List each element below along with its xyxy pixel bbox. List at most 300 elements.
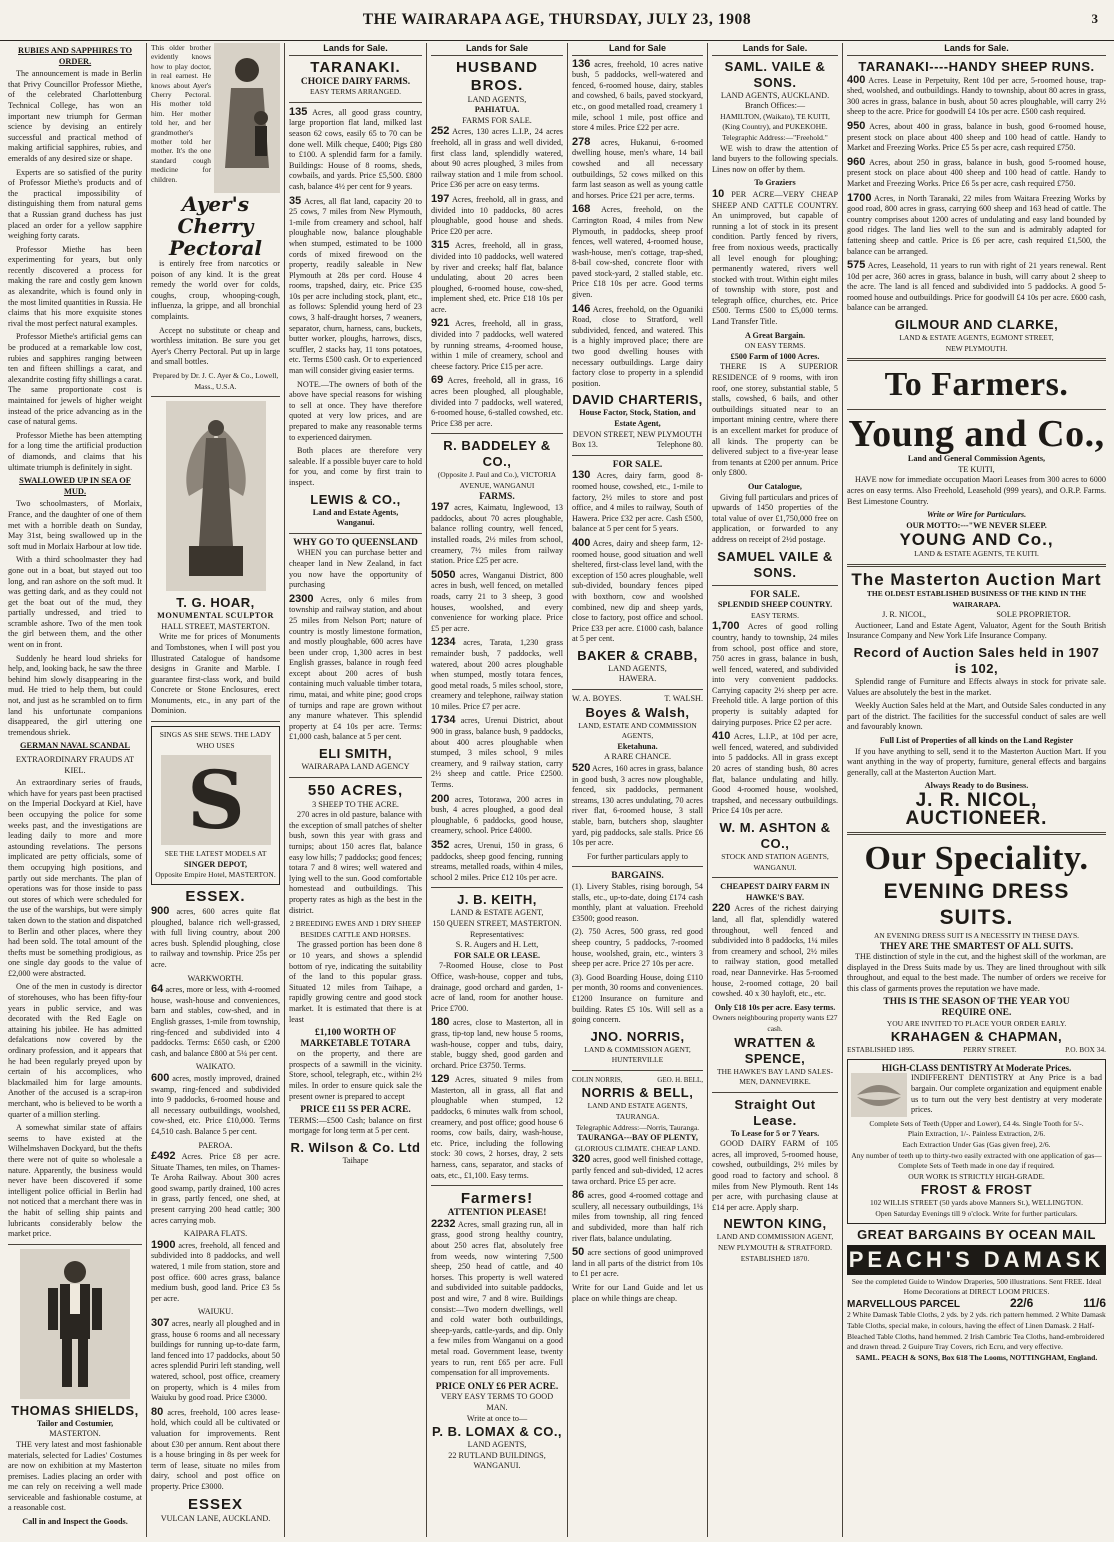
lomax-address: 22 RUTLAND BUILDINGS, WANGANUI. bbox=[448, 1450, 546, 1471]
lot-text: acres, freehold, all fenced and subdivided into 8 paddocks, and well watered, 1 mile from station, store and post office. 600 acres grass, balance medium bush, good land. Price £3 5s per acre. bbox=[151, 1240, 280, 1303]
singer-depot: SINGER DEPOT, bbox=[183, 859, 248, 869]
lot-number: 600 bbox=[151, 1071, 170, 1084]
land-lot bbox=[572, 538, 703, 645]
land-lot bbox=[572, 1247, 703, 1280]
keith-rep-names: S. R. Augers and H. Lett, bbox=[455, 940, 539, 950]
lot-text: Acres, about 250 in grass, balance in bush, good 5-roomed house, present stock on place about 400 sheep and 100 head of cattle. Handy to Market and Freezing Works. Price £6 5s per acre, cash required £750. bbox=[847, 157, 1106, 188]
invited: YOU ARE INVITED TO PLACE YOUR ORDER EARLY. bbox=[886, 1018, 1067, 1028]
pahi-text: The grassed portion has been done 8 or 10 years, and shows a splendid bottom of rye, indicating the suitability of the land to this popular grass. Situated 12 miles from Taihape, a rapidly growing centre and good stock market. It is estimated that there is at least bbox=[289, 940, 422, 1024]
evening-dress-suits: EVENING DRESS SUITS. bbox=[883, 879, 1070, 929]
lot-text: acres, good well finished cottage, partly fenced and sub-divided, 12 acres tawa orchard. Price £5 per acre. bbox=[572, 1155, 703, 1186]
bargains-title: BARGAINS. bbox=[611, 871, 664, 882]
lot-text: Acres, Leasehold, 11 years to run with right of 21 years renewal. Rent 10d per acre, 360 acres in grass, balance in bush, will carry about 2 sheep to the acre. The land is all fenced and subdivided into 5 paddocks. A good 5-roomed house and outbuildings. Price for goodwill £4 10s per acre. £600 cash, balance can be arranged. bbox=[847, 261, 1106, 313]
place-heading: KAIPARA FLATS. bbox=[183, 1229, 248, 1239]
divider bbox=[151, 721, 280, 722]
divider bbox=[8, 1244, 142, 1245]
husband-name: HUSBAND BROS. bbox=[456, 58, 538, 94]
dentistry-sets: Complete Sets of Teeth (Upper and Lower), £4 4s. Single Tooth for 5/-. bbox=[869, 1118, 1084, 1128]
lot-number: 136 bbox=[572, 57, 591, 70]
charteris-box: Box 13. bbox=[572, 440, 598, 450]
lot-number: 1700 bbox=[847, 191, 872, 204]
lot-text: acres, Kaimatu, Inglewood, 13 paddocks, about 70 acres ploughable, balance rolling country, well fenced, installed roads, 2½ miles from school, creamery, 7½ miles from railway station. Price £25 per acre. bbox=[431, 503, 564, 566]
for-sale: FOR SALE. bbox=[612, 459, 663, 470]
article-paragraph: Two schoolmasters, of Morlaix, France, and the daughter of one of them met with a horrible death on Sunday, May 31st, being swallowed up in the soft mud in Morlaix Harbour at low tide. bbox=[8, 499, 142, 551]
only-note: Owners neighbouring property wants £27 cash. bbox=[712, 1013, 838, 1033]
headline-rubies: RUBIES AND SAPPHIRES TO ORDER. bbox=[18, 46, 132, 66]
land-lot bbox=[572, 304, 703, 390]
lot-text: Acres, small grazing run, all in grass, good strong healthy country, about 250 acres flat, absolutely free from weeds, now wintering 7,500 sheep, 250 head of cattle, and 40 horses. This property is well watered and subdivided into suitable paddocks, post and wire, 7 and 8 wire. Buildings consist:—Two modern dwellings, well and cold water both outbuildings, sheep-yards, cattle-yards, and dip. Only a few miles from Wanganui on a good metal road. Government lease, twenty years to run, rent £65 per acre. Full compensation for all improvements. bbox=[431, 1219, 563, 1378]
divider bbox=[572, 1070, 703, 1071]
lot-text: Acres, freehold, all in grass, divided into 10 paddocks, well watered by river and creeks; half flat, balance undulating, about 20 acres been ploughed, 6-roomed house, cow-shed, implement shed, etc. Price £18 10s per acre. bbox=[431, 241, 563, 314]
choice-dairy: CHOICE DAIRY FARMS. bbox=[300, 76, 411, 87]
newton-king: NEWTON KING, bbox=[723, 1216, 827, 1232]
land-lot bbox=[847, 157, 1106, 190]
lot-number: 2232 bbox=[431, 1217, 456, 1230]
lot-text: acres, Wanganui District, 800 acres in bush, well fenced, on metalled roads, carry 21 to 3 sheep, 3 good houses, woolshed, and every convenience for working place. Price £5 per acre. bbox=[431, 570, 563, 633]
divider bbox=[572, 455, 703, 456]
king-established: ESTABLISHED 1870. bbox=[740, 1253, 810, 1263]
acres-550: 550 ACRES, bbox=[307, 781, 404, 799]
divider bbox=[847, 358, 1106, 361]
peach-items: 2 White Damask Table Cloths, 2 yds. by 2 yds. rich pattern hemmed. 2 White Damask Table Cloths, special make, in colours, having the effect of Linen Damask. 2 Half-Bleached Table Cloths, hand hemmed. 2 Irish Cambric Tea Cloths, hand-embroidered and drawn thread. 2 Guipure Tray Covers, rich Ecru, and very effective. bbox=[847, 1310, 1106, 1352]
charteris-sub: House Factor, Stock, Station, and Estate Agent, bbox=[579, 408, 696, 428]
lot-text: acre sections of good unimproved land in all parts of the district from 10s to £1 per acre. bbox=[572, 1248, 703, 1279]
lot-text: Acres, freehold, all in grass, divided into 7 paddocks, well watered by running streams, 4-roomed house, within 1 mile of creamery, school and cheese factory. Price £15 per acre. bbox=[431, 319, 563, 371]
breeding-ewes: 2 BREEDING EWES AND 1 DRY SHEEP BESIDES CATTLE AND HORSES. bbox=[290, 919, 421, 939]
vaile-name: SAML. VAILE & SONS. bbox=[724, 58, 826, 90]
vaile-sub: LAND AGENTS, AUCKLAND. bbox=[720, 90, 830, 100]
land-lot bbox=[431, 318, 563, 372]
lewis-town: Wanganui. bbox=[336, 518, 375, 528]
baker-town: HAWERA. bbox=[618, 674, 657, 684]
gilmour-town: NEW PLYMOUTH. bbox=[945, 343, 1008, 353]
baddeley-farms: FARMS. bbox=[479, 491, 515, 502]
land-lot bbox=[572, 204, 703, 300]
dentistry-gas: Each Extraction Under Gas (Gas given free), 2/6. bbox=[902, 1140, 1051, 1149]
lot-number: 10 bbox=[712, 187, 725, 200]
lot-number: 200 bbox=[431, 792, 450, 805]
bargain-text: THERE IS A SUPERIOR RESIDENCE of 9 rooms, with iron roof, one storey, substantial stable, 5 stalls, cowshed, 6 bails, and other outbuildings situated near to an important mining centre, where there is an excellent market for produce of all kinds. The property can be delivered subject to a five-year lease from tenants at £200 per annum. Price only £800. bbox=[712, 362, 838, 478]
land-lot bbox=[847, 193, 1106, 258]
farmers-title: Farmers! bbox=[460, 1190, 534, 1208]
angel-statue-icon bbox=[171, 406, 261, 586]
essex-lot bbox=[151, 1151, 280, 1226]
lot-text: Acres, 160 acres in grass, balance in good bush, 3 acres now ploughable, fenced, six paddocks, permanent streams, 130 acres undulating, 70 acres river flat, 6-roomed house, 3 stall stable, barn, butchers shop, slaughter yard, pig paddocks, sale stalls. Price £6 10s per acre. bbox=[572, 764, 703, 848]
attention: ATTENTION PLEASE! bbox=[447, 1208, 547, 1219]
to-farmers: To Farmers. bbox=[884, 366, 1069, 404]
marvellous-price: 22/6 bbox=[1009, 1295, 1034, 1310]
sewing-machine-icon bbox=[166, 758, 266, 842]
easy-terms: EASY TERMS. bbox=[751, 610, 799, 620]
ayer-title: Ayer's Cherry Pectoral bbox=[168, 192, 263, 260]
teeth-illustration bbox=[851, 1073, 907, 1117]
lot-number: 35 bbox=[289, 194, 302, 207]
mart-text: Auctioneer, Land and Estate Agent, Valuator, Agent for the South British Insurance Company and New York Life Insurance Company. bbox=[847, 620, 1106, 641]
ayer-illustration bbox=[214, 43, 280, 193]
article-paragraph: Suddenly he heard loud shrieks for help, and, looking back, he saw the three behind him slowly disappearing in the mud. He tried to help them, but could not, and just as he scrambled on to firm land his unfortunate companions disappeared, the girl uttering one tremendous shriek. bbox=[8, 653, 142, 737]
frost-address: 102 WILLIS STREET (50 yards above Manners St.), WELLINGTON. bbox=[870, 1198, 1083, 1208]
norris-sub: LAND AND ESTATE AGENTS, TAURANGA. bbox=[587, 1101, 688, 1122]
land-lot bbox=[431, 240, 563, 315]
land-lot bbox=[431, 637, 563, 712]
baker-sub: LAND AGENTS, bbox=[608, 663, 667, 673]
column-lands-taranaki bbox=[284, 43, 426, 1537]
lot-number: 130 bbox=[572, 469, 591, 482]
partner-name: W. A. BOYES. bbox=[572, 694, 622, 704]
lot-number: 129 bbox=[431, 1073, 450, 1086]
young-town: TE KUITI, bbox=[958, 464, 995, 474]
krahagen-street: PERRY STREET. bbox=[963, 1045, 1017, 1055]
lot-number: 400 bbox=[572, 536, 591, 549]
headline-swallowed: SWALLOWED UP IN SEA OF MUD. bbox=[19, 476, 131, 496]
boyes-town: Eketahuna. bbox=[617, 741, 658, 751]
ayer-text: Accept no substitute or cheap and worthless imitation. Be sure you get Ayer's Cherry Pectoral. Put up in large and small bottles. bbox=[151, 325, 280, 367]
lomax-sub: LAND AGENTS, bbox=[467, 1440, 527, 1450]
evening-sub: AN EVENING DRESS SUIT IS A NECESSITY IN THESE DAYS. bbox=[873, 930, 1080, 940]
lot-number: 921 bbox=[431, 317, 450, 330]
land-lot bbox=[431, 570, 563, 635]
divider bbox=[712, 877, 838, 878]
tauranga: TAURANGA---BAY OF PLENTY, bbox=[577, 1133, 698, 1143]
article-paragraph: The announcement is made in Berlin that Privy Councillor Professor Miethe, of the celebrated Charlottenburg Technical College, has won an important new triumph for German science by devising an entirely successful and practical method of making artificial sapphires, rubies, and emeralds of any desired size or shape. bbox=[8, 69, 142, 163]
smartest: THEY ARE THE SMARTEST OF ALL SUITS. bbox=[879, 941, 1074, 952]
ocean-mail: GREAT BARGAINS BY OCEAN MAIL bbox=[857, 1226, 1096, 1242]
wilson-town: Taihape bbox=[342, 1156, 369, 1166]
essex-footer: ESSEX bbox=[187, 1495, 244, 1513]
keith-name: J. B. KEITH, bbox=[457, 892, 537, 908]
easy-terms: VERY EASY TERMS TO GOOD MAN. bbox=[440, 1392, 554, 1412]
queensland-text: WHEN you can purchase better and cheaper land in New Zealand, in fact you now have the opportunity of purchasing bbox=[289, 548, 422, 590]
norris-bell: NORRIS & BELL, bbox=[581, 1085, 694, 1101]
baddeley-name: R. BADDELEY & CO., bbox=[443, 438, 551, 470]
lot-text: acres, more or less, with 4-roomed house, wash-house and conveniences, barn and stables, cow-shed, and in English grasses, 1-mile from township, ring-fenced and subdivided into 4 paddocks. Terms: £650 cash, or £200 cash, and balance £800 at 5¼ per cent. bbox=[151, 985, 280, 1058]
norris-telegraphic: Telegraphic Address:—Norris, Tauranga. bbox=[575, 1122, 700, 1132]
marvellous-half: 11/6 bbox=[1083, 1295, 1106, 1310]
place-heading: PAEROA. bbox=[198, 1140, 233, 1150]
mart-register: Full List of Properties of all kinds on the Land Register bbox=[879, 735, 1074, 745]
partner-name: COLIN NORRIS, bbox=[572, 1075, 623, 1084]
article-paragraph: Professor Miethe has been experimenting for years, but only recently discovered a process for making the rare and costly gem known as alexandrite, which is found only in the most limited quantities in Russia. He claims that his more exquisite stones rival the most perfect natural examples. bbox=[8, 244, 142, 328]
hoar-name: T. G. HOAR, bbox=[176, 595, 255, 611]
lot-text: Acres. Price £8 per acre. Situate Thames, ten miles, on Thames-Te Aroha Railway. About 300 acres good swamp, partly drained, 100 acres in grass, partly fenced, one shed, at present carrying 200 head cattle; 300 acres carrying mob. bbox=[151, 1152, 280, 1225]
husband-town: PAHIATUA. bbox=[474, 105, 520, 115]
essex-lot bbox=[151, 1318, 280, 1404]
divider bbox=[572, 866, 703, 867]
mart-proprietor bbox=[847, 610, 1106, 621]
masthead bbox=[0, 0, 1114, 41]
peach-damask-banner: PEACH'S DAMASK bbox=[847, 1245, 1106, 1275]
lot-number: 320 bbox=[572, 1153, 591, 1166]
norris-partners bbox=[572, 1075, 703, 1086]
tailor-trade: Tailor and Costumier, bbox=[36, 1418, 114, 1428]
acres-550-text: 270 acres in old pasture, balance with the exception of small patches of shelter bush, sown this year with grass and turnips; about 150 acres flat, balance easy low hills; 7 paddocks; good fences; totara 7 and 8 wires; well watered and lying well to the sun. Good comfortable homestead and outbuildings. This property rates as high as the best in the district. bbox=[289, 810, 422, 915]
land-lot bbox=[431, 1219, 563, 1379]
land-lot bbox=[431, 502, 563, 567]
catalogue: Our Catalogue, bbox=[748, 481, 802, 491]
note-text: NOTE.—The owners of both of the above have special reasons for wishing to sell at once. They have therefore quoted at very low prices, and are prepared to make any reasonable terms to experienced dairymen. bbox=[289, 379, 422, 442]
ashton-town: WANGANUI. bbox=[753, 862, 797, 872]
peach-address: SAML. PEACH & SONS, Box 618 The Looms, NOTTINGHAM, England. bbox=[855, 1352, 1098, 1362]
essex-lot bbox=[151, 1073, 280, 1138]
dentistry-title: HIGH-CLASS DENTISTRY At Moderate Prices. bbox=[881, 1062, 1072, 1073]
charteris-address: DEVON STREET, NEW PLYMOUTH bbox=[572, 429, 703, 439]
ayer-maker: Prepared by Dr. J. C. Ayer & Co., Lowell, Mass., U.S.A. bbox=[152, 370, 279, 391]
lot-text: acres, Tarata, 1,230 grass remainder bush, 7 paddocks, well watered, about 200 acres ploughable when stumped, mostly totara fences, good metal roads, 5 miles school, store, creamery and telephone, railway station 10 miles. Price £7 per acre. bbox=[431, 638, 564, 711]
land-lot bbox=[572, 470, 703, 535]
for-sale: FOR SALE. bbox=[750, 589, 800, 600]
divider bbox=[431, 1185, 563, 1186]
singer-top: SINGS AS SHE SEWS. THE LADY WHO USES bbox=[159, 730, 272, 750]
divider bbox=[151, 396, 280, 397]
lot-number: 278 bbox=[572, 135, 591, 148]
svg-text:S: S bbox=[186, 758, 245, 843]
land-lot bbox=[431, 715, 563, 790]
lot-text: Acres, freehold, on the Carrington Road, 4 miles from New Plymouth, in paddocks, sheep proof fences, well watered, 4-roomed house, wash-house, men's cottage, trap-shed, 8-bail cow-shed, concrete floor with paved stock-yard, 2 stalled stable, etc. Price £18 10s per acre. Good terms given. bbox=[572, 205, 703, 300]
great-bargain: A Great Bargain. bbox=[744, 330, 806, 340]
land-lot bbox=[431, 194, 563, 237]
lot-text: Acres, L.I.P., at 10d per acre, well fenced, watered, and subdivided into 5 paddocks. All in grass except 20 acres of standing bush, 80 acres flat, balance undulating and hilly. Good 4-roomed house, woolshed, trapshed, and necessary outbuildings. Price £4 10s per acre. bbox=[712, 732, 838, 816]
lot-text: acres, freehold, 100 acres lease-hold, which could all be cultivated or valuation for improvements. Rent about £30 per annum. Rent about there is a house bringing in 8s per week for term of lease, situate no miles from dairy, school and post office on property. Price £3000. bbox=[151, 1407, 280, 1491]
lot-text: acres, good 4-roomed cottage and scullery, all necessary outbuildings, 1¼ miles from township, all ring fenced and subdivided, more than half rich river flats, balance undulating. bbox=[572, 1191, 704, 1243]
land-lot bbox=[431, 840, 563, 883]
ashton-sub: STOCK AND STATION AGENTS, bbox=[721, 852, 829, 861]
lot-number: 307 bbox=[151, 1317, 170, 1329]
lot-number: 146 bbox=[572, 302, 591, 315]
mart-record: Record of Auction Sales held in 1907 is 102, bbox=[853, 644, 1100, 676]
column-lands-newplymouth bbox=[567, 43, 707, 1537]
dentistry-extraction: Plain Extraction, 1/-. Painless Extraction, 2/6. bbox=[907, 1129, 1046, 1139]
keith-rep: Representatives: bbox=[469, 929, 525, 939]
lot-number: 64 bbox=[151, 983, 164, 996]
divider bbox=[431, 433, 563, 434]
eli-sub: WAIRARAPA LAND AGENCY bbox=[301, 762, 410, 772]
lewis-name: LEWIS & CO., bbox=[310, 491, 401, 507]
jno-town: HUNTERVILLE bbox=[611, 1055, 664, 1065]
marvellous-row bbox=[847, 1295, 1106, 1311]
divider bbox=[572, 689, 703, 690]
lot-number: 86 bbox=[572, 1189, 585, 1202]
place-heading: WAIKATO. bbox=[195, 1062, 236, 1072]
further-particulars: For further particulars apply to bbox=[587, 851, 688, 861]
column-lands-vaile bbox=[707, 43, 842, 1537]
lot-text: Acres, freehold, all in grass, 16 acres been ploughed, all ploughable, divided into 7 paddocks, well watered, 6-roomed house, 6-stalled cowshed, etc. Price £38 per acre. bbox=[431, 376, 563, 428]
lot-number: 5050 bbox=[431, 568, 456, 581]
bargain-item: (3). Good Boarding House, doing £110 per month, 30 rooms and conveniences. £1200 Insurance on furniture and building. Rates £5 10s. Will sell as a going concern. bbox=[572, 972, 703, 1025]
tailor-cta: Call in and Inspect the Goods. bbox=[22, 1517, 128, 1527]
divider bbox=[847, 832, 1106, 835]
lot-number: 69 bbox=[431, 374, 444, 387]
easy-terms: EASY TERMS ARRANGED. bbox=[309, 87, 402, 97]
lot-number: 197 bbox=[431, 501, 450, 514]
mart-sub: THE OLDEST ESTABLISHED BUSINESS OF THE KIND IN THE WAIRARAPA. bbox=[866, 589, 1087, 609]
divider bbox=[289, 102, 422, 103]
column-news bbox=[4, 43, 146, 1537]
young-co-2: YOUNG AND Co., bbox=[899, 530, 1054, 550]
wratten-sub: THE HAWKE'S BAY LAND SALES-MEN, DANNEVIRKE. bbox=[716, 1066, 834, 1087]
ayer-text: is entirely free from narcotics or poison of any kind. It is the great remedy the world over for colds, coughs, croup, whooping-cough, influenza, la grippe, and all bronchial complaints. bbox=[151, 259, 280, 321]
land-lot bbox=[289, 107, 422, 193]
catalogue-text: Giving full particulars and prices of upwards of 1450 properties of the total value of over £1,750,000 free on application, or forwarded to any address on receipt of 2½d postage. bbox=[712, 492, 838, 544]
our-speciality: Our Speciality. bbox=[864, 839, 1089, 877]
frost-frost: FROST & FROST bbox=[920, 1182, 1033, 1198]
straight-sub: To Lease for 5 or 7 Years. bbox=[730, 1128, 820, 1138]
hoar-address: HALL STREET, MASTERTON. bbox=[161, 621, 270, 631]
lot-number: 252 bbox=[431, 125, 450, 138]
lot-text: acres, freehold, 10 acres native bush, 5 paddocks, well-watered and fenced, 6-roomed house, dairy, stables and cowshed, 6 bails, paved stockyard, etc., on good metalled road, creamery 1 mile, school 1 mile, post office and store 4 miles. Price £22 per acre. bbox=[572, 59, 703, 133]
lot-text: acres, 600 acres quite flat ploughed, balance rich well-grassed, with full living country, about 200 acres bush. Splendid ploughing, close to railway and township. Price 25s per acre. bbox=[151, 907, 280, 969]
land-lot bbox=[712, 621, 838, 728]
boyes-sub: LAND, ESTATE AND COMMISSION AGENTS, bbox=[578, 720, 697, 741]
dentistry-body bbox=[851, 1073, 1102, 1118]
marvellous-parcel: MARVELLOUS PARCEL bbox=[847, 1298, 960, 1310]
gilmour-clarke: GILMOUR AND CLARKE, bbox=[894, 317, 1059, 333]
land-lot bbox=[712, 903, 838, 999]
dentures-icon bbox=[853, 1075, 905, 1115]
lot-text: acres, Urenui, 150 in grass, 6 paddocks, sheep good fencing, running streams, metalled roads, within 4 miles, school 2 miles. Price £12 10s per acre. bbox=[431, 841, 564, 882]
lot-text: Acres, about 400 in grass, balance in bush, good 6-roomed house, present stock on place about 400 sheep and 100 head of cattle. Handy to Market and Freezing Works. Price £5 5s per acre, cash required £750. bbox=[847, 121, 1106, 153]
proprietor-role: SOLE PROPRIETOR. bbox=[996, 610, 1071, 620]
krahagen-details bbox=[847, 1045, 1106, 1056]
subheadline-naval: EXTRAORDINARY FRAUDS AT KIEL. bbox=[15, 755, 135, 775]
gentleman-figure-icon bbox=[30, 1254, 120, 1394]
lot-number: 1734 bbox=[431, 714, 456, 727]
price-per-acre: PRICE £11 5S PER ACRE. bbox=[300, 1105, 411, 1116]
column-header: Lands for Sale bbox=[431, 43, 563, 56]
husband-sub: LAND AGENTS, bbox=[467, 94, 527, 104]
column-header: Lands for Sale. bbox=[712, 43, 838, 56]
essex-lot bbox=[151, 906, 280, 971]
cheapest-farm: CHEAPEST DAIRY FARM IN HAWKE'S BAY. bbox=[720, 882, 830, 902]
land-lot bbox=[289, 594, 422, 743]
mart-always: Always Ready to do Business. bbox=[924, 781, 1029, 791]
land-lot bbox=[431, 794, 563, 837]
lot-number: 168 bbox=[572, 203, 591, 216]
king-sub: LAND AND COMMISSION AGENT, bbox=[716, 1232, 834, 1242]
require-one: REQUIRE ONE. bbox=[941, 1008, 1012, 1019]
essex-lot bbox=[151, 1407, 280, 1493]
dentistry-note: Any number of teeth up to thirty-two easily extracted with one application of gas—Complete Sets of Teeth made in one day if required. bbox=[851, 1150, 1102, 1171]
divider bbox=[712, 1092, 838, 1093]
article-paragraph: Experts are so satisfied of the purity of Professor Miethe's products and of the practical impossibility of distinguishing them from natural gems that a Russian grand duchess has just placed an order for a yellow sapphire weighing forty carats. bbox=[8, 167, 142, 241]
land-guide: Write for our Land Guide and let us place on while things are cheap. bbox=[572, 1282, 703, 1303]
column-wide-ads bbox=[842, 43, 1110, 1537]
column-header: Land for Sale bbox=[572, 43, 703, 56]
singer-bottom: SEE THE LATEST MODELS AT bbox=[164, 849, 267, 859]
essex-lot bbox=[151, 984, 280, 1059]
mart-text: Splendid range of Furniture and Effects always in stock for private sale. Values are absolutely the best in the market. bbox=[847, 676, 1106, 697]
page-number: 3 bbox=[1091, 11, 1098, 26]
essex-lot bbox=[151, 1240, 280, 1305]
article-paragraph: A somewhat similar state of affairs seems to have existed at the Wilhelmshaven Dockyard, but the thefts there were not of quite so wholesale a nature. Apparently, the business would never have been discovered if some intelligent police official in Berlin had not noticed that a merchant there was in the habit of selling ship paints and lubricants considerably below the market price. bbox=[8, 1123, 142, 1239]
land-lot bbox=[847, 75, 1106, 118]
tailor-illustration bbox=[20, 1249, 130, 1399]
lot-number: 352 bbox=[431, 839, 450, 851]
lot-text: Acres, situated 9 miles from Masterton, all in grass, all flat and ploughable when stumped, 12 paddocks, 6 minutes walk from school, creamery, and post office; good house 6 rooms, cow bails, dairy, wash-house, etc. Price, including the following stock: 30 cows, 2 horses, dray, 2 sets harness, cans, separator, and stacks of oats, etc., £1,100. Easy terms. bbox=[431, 1075, 563, 1180]
ashton-name: W. M. ASHTON & CO., bbox=[719, 820, 831, 851]
land-lot bbox=[572, 1154, 703, 1187]
lot-text: Acres, in North Taranaki, 22 miles from Waitara Freezing Works by good road, 800 acres in grass, carrying 600 sheep and 163 head of cattle. The country comprises about 1200 acres of undulating and easy land bounded by good ridges. The land lies well to the sun and is admirably adapted for fattening sheep and cattle. Price is £6 per acre, cash required £1,500, the balance can be arranged. bbox=[847, 193, 1106, 256]
lot-number: 50 bbox=[572, 1246, 585, 1259]
jno-norris: JNO. NORRIS, bbox=[590, 1028, 685, 1044]
land-lot bbox=[572, 59, 703, 134]
gilmour-sub: LAND & ESTATE AGENTS, EGMONT STREET, bbox=[899, 333, 1054, 343]
krahagen: KRAHAGEN & CHAPMAN, bbox=[890, 1029, 1063, 1045]
frost-open: Open Saturday Evenings till 9 o'clock. Write for further particulars. bbox=[875, 1208, 1078, 1218]
krahagen-established: ESTABLISHED 1895. bbox=[847, 1045, 915, 1055]
place-heading: WARKWORTH. bbox=[187, 973, 244, 983]
bargain-head: £500 Farm of 1000 Acres. bbox=[730, 351, 820, 361]
rare-chance: A RARE CHANCE. bbox=[603, 752, 672, 762]
divider bbox=[847, 564, 1106, 567]
wratten-spence: WRATTEN & SPENCE, bbox=[734, 1034, 816, 1066]
divider bbox=[712, 585, 838, 586]
young-sub: Land and General Commission Agents, bbox=[907, 454, 1046, 464]
lot-number: 575 bbox=[847, 259, 866, 272]
land-lot bbox=[847, 260, 1106, 314]
mart-auctioneer: J. R. NICOL, AUCTIONEER. bbox=[905, 789, 1048, 829]
keith-address: 150 QUEEN STREET, MASTERTON. bbox=[432, 918, 562, 928]
article-paragraph: With a third schoolmaster they had gone out in a boat, but stayed out too long, and ran ashore on the soft mud. It was getting dark, and as they could not get the boat out of the mud, they partially undressed, and tried to scramble ashore. Two of the men took the girl between them, and the other went on in front. bbox=[8, 555, 142, 650]
land-lot bbox=[431, 1017, 563, 1071]
husband-farms: FARMS FOR SALE. bbox=[462, 115, 532, 125]
lot-number: 520 bbox=[572, 762, 591, 775]
land-lot bbox=[431, 1074, 563, 1181]
eli-smith: ELI SMITH, bbox=[319, 746, 392, 762]
proprietor-name: J. R. NICOL, bbox=[882, 610, 927, 620]
lot-number: 135 bbox=[289, 105, 308, 118]
lot-text: PER ACRE—VERY CHEAP SHEEP AND CATTLE COUNTRY. An unimproved, but capable of running a lot of stock in its present condition. Partly fenced by rivers, free from noxious weeds, practically all level enough for ploughing; permanently watered, rivers well stocked with trout. Within eight miles of township with store, post and telegraph office, churches, etc. Price £500. Terms £500 to £5,000 terms. Land Transfer Title. bbox=[712, 189, 839, 327]
keith-sub: LAND & ESTATE AGENT, bbox=[450, 908, 544, 918]
timber-text: on the property, and there are prospects of a sawmill in the vicinity. Store, school, telegraph, etc., within 2½ miles. In order to ensure quick sale the present owner is prepared to accept bbox=[289, 1049, 422, 1101]
mart-text: Weekly Auction Sales held at the Mart, and Outside Sales conducted in any part of the district. The facilities for the successful conduct of sales are well and favourably known. bbox=[847, 701, 1106, 732]
tailor-text: THE very latest and most fashionable materials, selected for Ladies' Costumes are now on exhibition at my Masterton premises. Ladies placing an order with me can rely on receiving a well made serviceable and fashionable costume, at a reasonable cost. bbox=[8, 1439, 142, 1513]
land-lot bbox=[572, 137, 703, 202]
lot-text: acres, Totorawa, 200 acres in bush, 4 acres ploughed, a good deal ploughable, 6 paddocks, good house, creamery, school. Price £4000. bbox=[431, 794, 563, 836]
price-only: PRICE ONLY £6 PER ACRE. bbox=[435, 1381, 559, 1392]
mart-title: The Masterton Auction Mart bbox=[851, 570, 1102, 589]
land-lot bbox=[847, 121, 1106, 154]
land-lot bbox=[712, 731, 838, 817]
charteris-contact bbox=[572, 440, 703, 451]
divider bbox=[847, 409, 1106, 410]
bargain-item: (2). 750 Acres, 500 grass, red good sheep country, 5 paddocks, 7-roomed house, woolshed, grain, etc., winters 3 sheep per acre. Price 27 10s per acre. bbox=[572, 927, 703, 969]
article-paragraph: Professor Miethe's artificial gems can be produced at a remarkable low cost, rubies and sapphires ranging between ten and fifteen shillings a carat, and alexandrite costing fifty shillings a carat. The same proportionate cost is maintained for jewels of higher weight instead of the price advancing as in the case of natural gems. bbox=[8, 332, 142, 427]
young-text: HAVE now for immediate occupation Maori Leases from 300 acres to 6000 acres on easy terms. Also Freehold, Leasehold (999 years), and O.R.P. Farms. Best Limestone Country. bbox=[847, 475, 1106, 506]
divider bbox=[289, 533, 422, 534]
ayer-caption: This older brother evidently knows how to play doctor, in real earnest. He knows about Ayer's Cherry Pectoral. His mother told him. Her mother told her, and her grandmother's mother told her mother. It's the one standard cough medicine for children. bbox=[151, 43, 211, 184]
vaile-text: WE wish to draw the attention of land buyers to the following specials. Lines now on offer by them. bbox=[712, 143, 838, 174]
lot-text: acres, Hukanui, 6-roomed dwelling house, men's whare, 14 bail cowshed and all necessary outbuildings, 52 cows milked on this farm last season as well as young cattle and horses. Price £21 per acre, terms. bbox=[572, 137, 704, 200]
lot-number: 960 bbox=[847, 155, 866, 168]
terms: TERMS:—£500 Cash; balance on first mortgage for long term at 5 per cent. bbox=[289, 1115, 422, 1136]
land-lot bbox=[572, 1190, 703, 1244]
vaile-telegraphic: Telegraphic Address:—"Freehold." bbox=[722, 132, 828, 142]
lot-text: Acres of the richest dairying land, all flat, splendidly watered throughout, well fenced and subdivided into 8 paddocks, 1¼ miles from creamery and school, 2½ miles to railway station, good metalled road, near Dannevirke. Has 5-roomed house, 2-roomed cottage, 20 bail cowshed. 40 x 30 hayloft, etc., etc. bbox=[712, 904, 838, 999]
hoar-trade: MONUMENTAL SCULPTOR bbox=[157, 611, 274, 621]
lot-number: 2300 bbox=[289, 592, 314, 605]
lewis-sub: Land and Estate Agents, bbox=[312, 507, 399, 517]
lot-number: £492 bbox=[151, 1150, 176, 1163]
keith-text: 7-Roomed House, close to Post Office, wash-house, copper and tubs, drainage, good orchard and garden, 1-acre of land, room for another house. Price £700. bbox=[431, 961, 563, 1013]
singer-illustration bbox=[161, 755, 271, 845]
wilson-name: R. Wilson & Co. Ltd bbox=[290, 1140, 421, 1156]
bargain-terms: ON EASY TERMS. bbox=[744, 341, 806, 351]
column-header: Lands for Sale. bbox=[289, 43, 422, 56]
taranaki-title: TARANAKI. bbox=[310, 58, 401, 76]
straight-text: GOOD DAIRY FARM of 105 acres, all improved, 5-roomed house, cowshed, outbuildings, 2½ miles by good road to factory and school. 8 miles from New Plymouth. Rent 14s per acre, with purchasing clause at £14 per acre. Apply sharp. bbox=[712, 1139, 838, 1212]
boyes-partners bbox=[572, 694, 703, 705]
hoar-text: Write me for prices of Monuments and Tombstones, when I will post you Illustrated Catalogue of handsome designs in Granite and Marble. I guarantee first-class work, and build Concrete or Stone Enclosures, erect Monuments, etc., in any part of the Dominion. bbox=[151, 632, 280, 716]
